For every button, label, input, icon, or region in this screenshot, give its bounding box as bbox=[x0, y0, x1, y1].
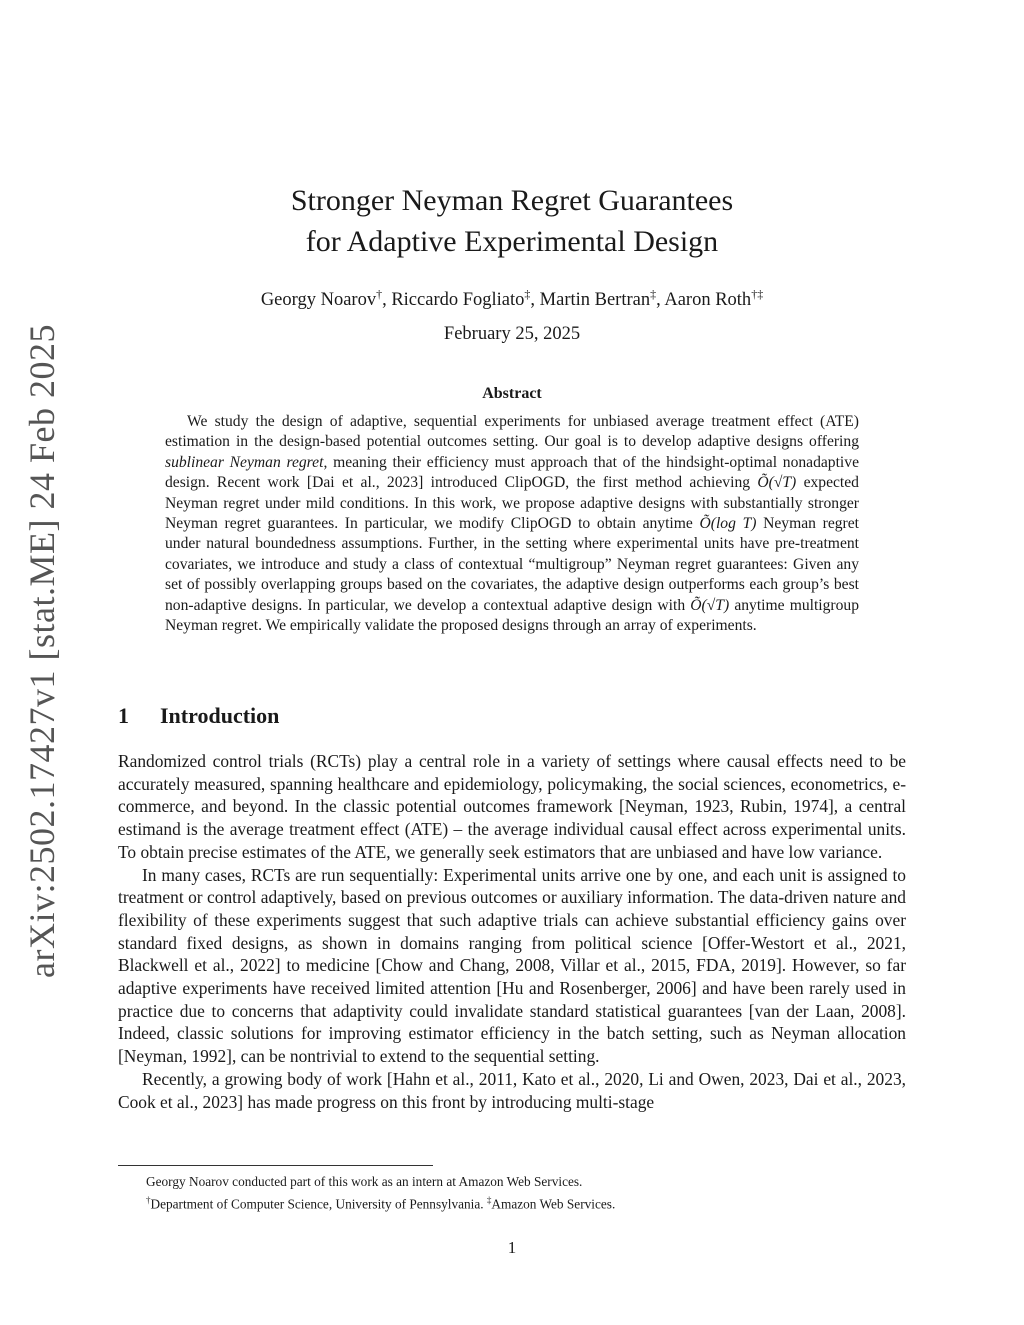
abstract-emphasis: sublinear Neyman regret bbox=[165, 453, 324, 471]
abstract-heading: Abstract bbox=[482, 385, 542, 402]
math-expression: Õ(√T) bbox=[757, 474, 797, 492]
paper-title bbox=[118, 180, 906, 262]
footnote-mark: ‡ bbox=[486, 1195, 492, 1205]
math-expression: Õ(√T) bbox=[690, 596, 730, 614]
body-paragraph: Randomized control trials (RCTs) play a central role in a variety of settings where causal effects need to be accurately measured, spanning healthcare and epidemiology, policymaking, the social sciences, econometrics, e-commerce, and beyond. In the classic potential outcomes framework [Neyman, 1923, Rubin, 1974], a central estimand is the average treatment effect (ATE) – the average individual causal effect across experimental units. To obtain precise estimates of the ATE, we generally seek estimators that are unbiased and have low variance. bbox=[118, 751, 906, 862]
footnotes bbox=[118, 1172, 906, 1213]
section-title: Introduction bbox=[160, 703, 280, 728]
footnote bbox=[118, 1191, 906, 1213]
author-affiliation-mark: ‡ bbox=[524, 287, 531, 301]
body-paragraph: In many cases, RCTs are run sequentially: Experimental units arrive one by one, and each unit is assigned to treatment or control adaptively, based on previous outcomes or auxiliary information. The data-driven nature and flexibility of these experiments suggest that such adaptive trials can achieve substantial efficiency gains over standard fixed designs, as shown in domains ranging from political science [Offer-Westort et al., 2021, Blackwell et al., 2022] to medicine [Chow and Chang, 2008, Villar et al., 2015, FDA, 2019]. However, so far adaptive experiments have received limited attention [Hu and Rosenberger, 2006] and have been rarely used in practice due to concerns that adaptivity could invalidate standard statistical guarantees [van der Laan, 2008]. Indeed, classic solutions for improving estimator efficiency in the batch setting, such as Neyman allocation [Neyman, 1992], can be nontrivial to extend to the sequential setting. bbox=[118, 864, 906, 1067]
author-name: Martin Bertran bbox=[539, 290, 651, 311]
abstract-text bbox=[165, 412, 859, 636]
author-list: Georgy Noarov†, Riccardo Fogliato‡, Martin Bertran‡, Aaron Roth†‡ bbox=[260, 287, 764, 311]
abstract-segment: Neyman regret under natural boundedness assumptions. Further, in the setting where experimental units have pre-treatment covariates, we introduce and study a class of contextual “multigroup” Neyman regret guarantees: Given any set of possibly overlapping groups based on the covariates, the adaptive design outperforms each group’s best non-adaptive designs. In particular, we develop a contextual adaptive design with bbox=[165, 515, 859, 614]
abstract-segment: expected Neyman regret under mild conditions. In this work, we propose adaptive designs with substantially stronger Neyman regret guarantees. In particular, we modify ClipOGD to obtain anytime bbox=[165, 474, 859, 533]
page-number: 1 bbox=[507, 1238, 517, 1257]
section-heading bbox=[118, 703, 279, 729]
publication-date: February 25, 2025 bbox=[443, 324, 581, 344]
title-line-1: Stronger Neyman Regret Guarantees bbox=[290, 184, 734, 217]
author-name: Georgy Noarov bbox=[260, 290, 377, 311]
body-paragraph: Recently, a growing body of work [Hahn et al., 2011, Kato et al., 2020, Li and Owen, 2023, Dai et al., 2023, Cook et al., 2023] has made progress on this front by introducing multi-stage bbox=[118, 1068, 906, 1112]
section-number: 1 bbox=[118, 703, 129, 728]
math-expression: Õ(log T) bbox=[699, 515, 757, 533]
abstract-segment: , meaning their efficiency must approach that of the hindsight-optimal nonadaptive design. Recent work [Dai et al., 2023] introduced ClipOGD, the first method achieving bbox=[165, 453, 859, 492]
author-affiliation-mark: ‡ bbox=[650, 287, 657, 301]
author-affiliation-mark: †‡ bbox=[751, 287, 764, 301]
title-line-2: for Adaptive Experimental Design bbox=[305, 225, 719, 258]
author-affiliation-mark: † bbox=[376, 287, 383, 301]
footnote-text: Department of Computer Science, University of Pennsylvania. bbox=[150, 1196, 484, 1212]
author-name: Riccardo Fogliato bbox=[391, 290, 525, 311]
arxiv-identifier-text: arXiv:2502.17427v1 [stat.ME] 24 Feb 2025 bbox=[22, 324, 62, 978]
author-name: Aaron Roth bbox=[664, 290, 752, 311]
introduction-body bbox=[118, 750, 906, 1113]
abstract-segment: anytime multigroup Neyman regret. We empirically validate the proposed designs through an array of experiments. bbox=[165, 596, 859, 635]
abstract-segment: We study the design of adaptive, sequential experiments for unbiased average treatment effect (ATE) estimation in the design-based potential outcomes setting. Our goal is to develop adaptive designs offering bbox=[165, 413, 859, 451]
footnote-mark: † bbox=[146, 1195, 151, 1205]
footnote-text: Amazon Web Services. bbox=[491, 1196, 616, 1212]
footnote-divider bbox=[118, 1165, 433, 1166]
arxiv-identifier bbox=[20, 324, 64, 978]
footnote: Georgy Noarov conducted part of this work as an intern at Amazon Web Services. bbox=[146, 1174, 583, 1189]
